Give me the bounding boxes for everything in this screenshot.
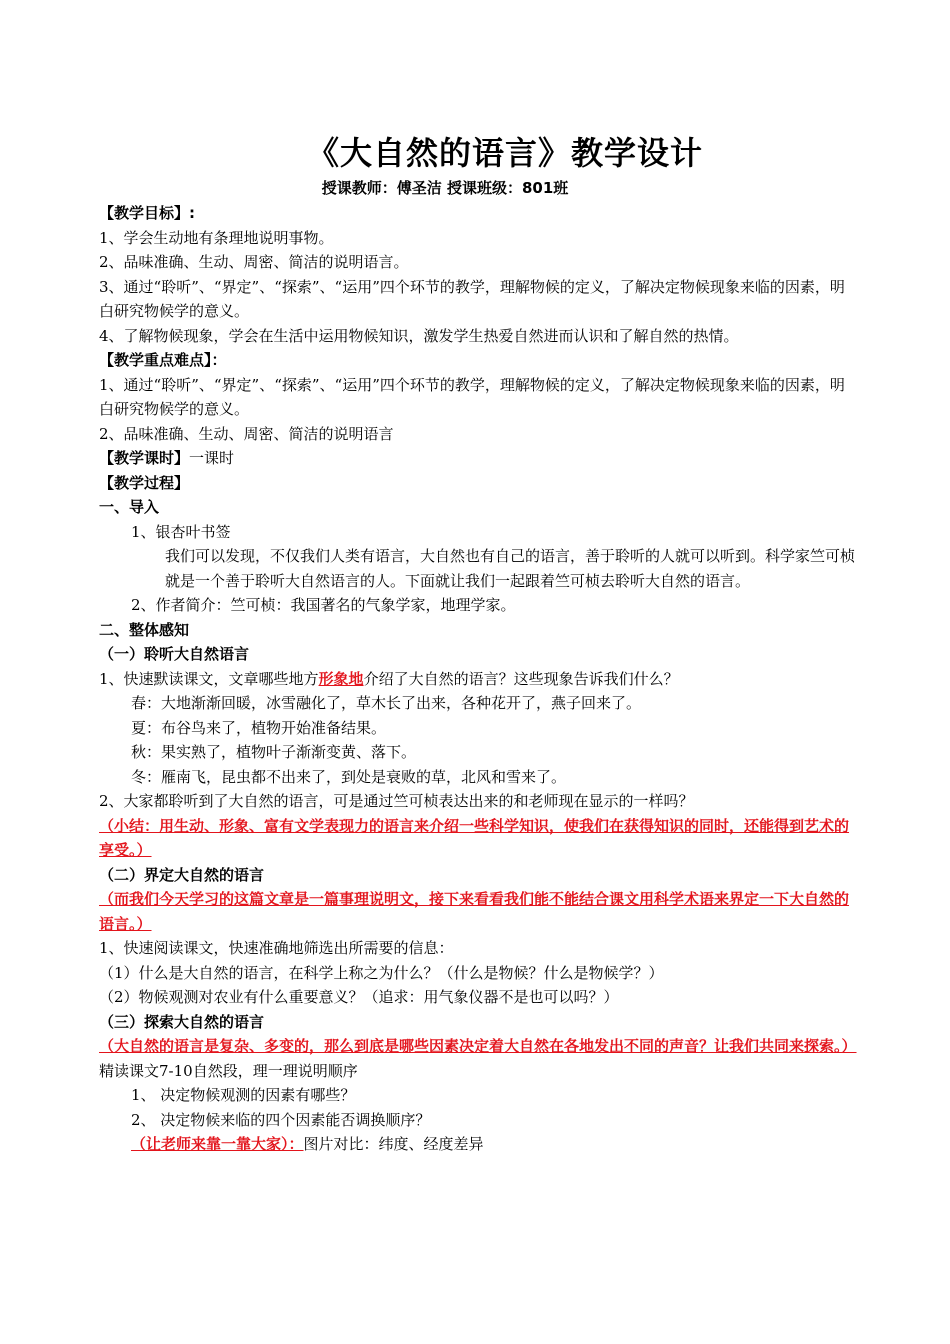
question: （1）什么是大自然的语言，在科学上称之为什么？（什么是物候？什么是物候学？） xyxy=(99,963,664,982)
subsection-heading: （二）界定大自然的语言 xyxy=(99,865,265,884)
question: 2、大家都聆听到了大自然的语言，可是通过竺可桢表达出来的和老师现在显示的一样吗？ xyxy=(99,792,694,810)
list-item: 1、银杏叶书签 xyxy=(131,522,231,541)
list-item: 2、 决定物候来临的四个因素能否调换顺序？ xyxy=(131,1110,431,1129)
key-point: 2、品味准确、生动、周密、简洁的说明语言 xyxy=(99,424,394,443)
highlight-text: （让老师来靠一靠大家）： xyxy=(131,1135,304,1153)
key-point: 1、通过“聆听”、“界定”、“探索”、“运用”四个环节的教学，理解物候的定义，了解决定物候现象来临的因素，明白研究物候学的意义。 xyxy=(99,375,845,418)
goal-item: 4、了解物候现象，学会在生活中运用物候知识，激发学生热爱自然进而认识和了解自然的热情。 xyxy=(99,326,739,345)
question xyxy=(99,667,855,692)
goal-item: 1、学会生动地有条理地说明事物。 xyxy=(99,228,334,247)
hours-line xyxy=(99,446,855,471)
process-heading: 【教学过程】 xyxy=(99,473,190,492)
key-heading: 【教学重点难点】： xyxy=(99,351,227,369)
section-heading: 一、导入 xyxy=(99,498,160,516)
subsection-heading: （一）聆听大自然语言 xyxy=(99,645,250,663)
list-item: 1、 决定物候观测的因素有哪些？ xyxy=(131,1086,356,1104)
summary-note: （小结：用生动、形象、富有文学表现力的语言来介绍一些科学知识，使我们在获得知识的同时，还能得到艺术的享受。） xyxy=(99,816,850,859)
page-subtitle: 授课教师：傅圣洁 授课班级：801班 xyxy=(321,179,569,197)
goal-item: 2、品味准确、生动、周密、简洁的说明语言。 xyxy=(99,253,409,271)
season-line: 春：大地渐渐回暖，冰雪融化了，草木长了出来，各种花开了，燕子回来了。 xyxy=(131,694,642,712)
reading-instruction: 精读课文7-10自然段，理一理说明顺序 xyxy=(99,1061,358,1080)
season-line: 夏：布谷鸟来了，植物开始准备结果。 xyxy=(131,718,387,737)
list-item: 2、作者简介：竺可桢：我国著名的气象学家，地理学家。 xyxy=(131,596,516,614)
question-text: 1、快速默读课文，文章哪些地方 xyxy=(99,669,319,688)
season-line: 冬：雁南飞，昆虫都不出来了，到处是衰败的草，北风和雪来了。 xyxy=(131,767,567,786)
question: （2）物候观测对农业有什么重要意义？（追求：用气象仪器不是也可以吗？） xyxy=(99,988,619,1006)
hours-heading: 【教学课时】 xyxy=(99,449,190,467)
page-title: 《大自然的语言》教学设计 xyxy=(306,134,703,172)
question-text: 介绍了大自然的语言？这些现象告诉我们什么？ xyxy=(363,669,679,688)
highlight-text: 形象地 xyxy=(318,669,364,688)
hours-value: 一课时 xyxy=(189,449,235,467)
question: 1、快速阅读课文，快速准确地筛选出所需要的信息： xyxy=(99,939,454,957)
closing-line xyxy=(99,1132,855,1157)
closing-text: 图片对比：纬度、经度差异 xyxy=(303,1135,484,1153)
goals-heading: 【教学目标】: xyxy=(99,204,195,222)
document-body xyxy=(99,201,855,1157)
subsection-heading: （三）探索大自然的语言 xyxy=(99,1012,265,1031)
goal-item: 3、通过“聆听”、“界定”、“探索”、“运用”四个环节的教学，理解物候的定义，了解决定物候现象来临的因素，明白研究物候学的意义。 xyxy=(99,277,845,320)
intro-paragraph: 我们可以发现，不仅我们人类有语言，大自然也有自己的语言，善于聆听的人就可以听到。科学家竺可桢就是一个善于聆听大自然语言的人。下面就让我们一起跟着竺可桢去聆听大自然的语言。 xyxy=(165,547,856,590)
teacher-note: （大自然的语言是复杂、多变的，那么到底是哪些因素决定着大自然在各地发出不同的声音？让我们共同来探索。） xyxy=(99,1037,857,1055)
season-line: 秋：果实熟了，植物叶子渐渐变黄、落下。 xyxy=(131,743,417,761)
section-heading: 二、整体感知 xyxy=(99,620,190,639)
teacher-note: （而我们今天学习的这篇文章是一篇事理说明文，接下来看看我们能不能结合课文用科学术语来界定一下大自然的语言。） xyxy=(99,890,850,933)
